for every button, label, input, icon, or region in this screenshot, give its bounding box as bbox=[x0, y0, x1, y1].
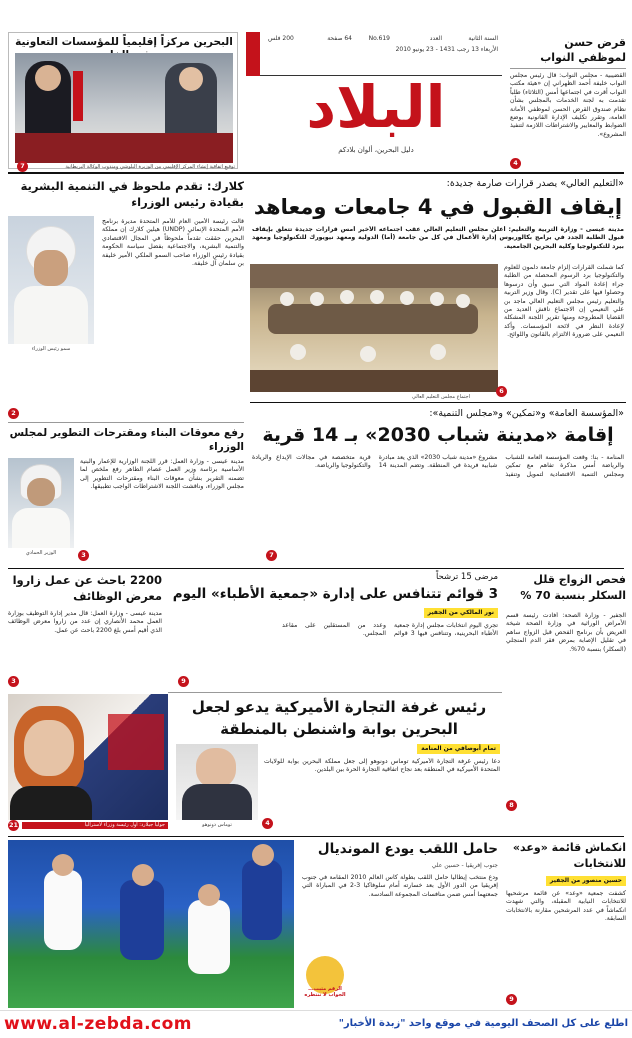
top-right-promo-body: القضيبية - مجلس النواب: قال رئيس مجلس النواب خليفة أحمد الظهراني إن «هيئة مكتب النواب أقرت في اجتماعها أمس (الثلاثاء) طلباً تقدمت به لجنة الخدمات بالمجلس بشأن نظام صندوق القرض الحسن لموظفي الأمانة العامة، وتقرر تكليف الإدارة القانونية بوضع الضوابط والمعايير والاشتراطات اللازمة لتنفيذ المشروع». bbox=[510, 72, 626, 138]
page-number-badge: 9 bbox=[506, 994, 517, 1005]
marriage-body: الجفير - وزارة الصحة: أفادت رئيسة قسم الأمراض الوراثية في وزارة الصحة شيخة العريض بأن برنامج الفحص قبل الزواج ساهم في تقليل الإصابة بمرض فقر الدم المنجلي (السكلر) بنسبة 70%. bbox=[506, 612, 626, 653]
page-number-badge: 9 bbox=[178, 676, 189, 687]
building-body: مدينة عيسى - وزارة العمل: قرر اللجنة الوزارية للإعمار والبنية الأساسية برئاسة وزير العمل عصام الطاهر رفع ملخص لما تضمنه التقرير بشأن معوقات البناء ومقترحات التطوير إلى مجلس الوزراء، وناقشت اللجنة الاشتراطات الواجب تطبيقها. bbox=[80, 458, 244, 491]
election-headline: انكماش قائمة «وعد» للانتخابات bbox=[512, 841, 626, 870]
youth-headline: إقامة «مدينة شباب 2030» بـ 14 قرية bbox=[262, 424, 614, 446]
marriage-story[interactable] bbox=[506, 572, 626, 812]
jobs-story[interactable] bbox=[8, 572, 162, 690]
sports-promo-text: الرقم مثبت... الجواب لا تنتظره bbox=[304, 986, 346, 998]
gillard-photo bbox=[8, 694, 168, 820]
doctors-byline: مرضى 15 ترشحاً bbox=[435, 572, 498, 582]
chamber-caption: توماس دونوهو bbox=[202, 822, 232, 828]
chamber-story[interactable] bbox=[176, 694, 502, 834]
doctors-author-text: نور المالكي من الجفير bbox=[427, 609, 494, 616]
building-caption: الوزير الحمادي bbox=[25, 550, 57, 556]
main-story-headline: إيقاف القبول في 4 جامعات ومعاهد bbox=[253, 195, 623, 219]
page-number-badge: 8 bbox=[506, 800, 517, 811]
youth-story[interactable] bbox=[250, 406, 626, 566]
building-photo bbox=[8, 458, 74, 548]
clark-caption: سمو رئيس الوزراء bbox=[31, 346, 71, 352]
page-number-badge: 3 bbox=[78, 550, 89, 561]
sports-photo bbox=[8, 840, 294, 1008]
doctors-body: تجري اليوم انتخابات مجلس إدارة جمعية الأطباء البحرينية، وتتنافس فيها 3 قوائم وعدد من المستقلين على مقاعد المجلس. bbox=[282, 622, 498, 638]
election-body: كشفت جمعية «وعد» عن قائمة مرشحيها للانتخابات النيابية المقبلة، والتي شهدت انكماشاً في عدد المرشحين مقارنة بالانتخابات السابقة. bbox=[506, 890, 626, 923]
masthead-info-bar bbox=[246, 32, 502, 76]
top-left-promo-caption: توقيع اتفاقية إنشاء المركز الإقليمي بين الوزيرة البلوشي ومندوب الوكالة البريطانية bbox=[65, 164, 235, 170]
price: 200 فلس bbox=[268, 35, 294, 42]
sports-headline: حامل اللقب يودع المونديال bbox=[317, 841, 498, 857]
jobs-body: مدينة عيسى - وزارة العمل: قال مدير إدارة التوظيف بوزارة العمل محمد الأنصاري إن عدد من زاروا معرض الوظائف الذي أقيم أمس بلغ 2200 باحث عن عمل. bbox=[8, 610, 162, 634]
election-story[interactable] bbox=[506, 840, 626, 1008]
page-number-badge: 6 bbox=[496, 386, 507, 397]
edition-number: No.619 bbox=[368, 35, 390, 42]
footer-site-link[interactable]: www.al-zebda.com bbox=[4, 1014, 193, 1034]
clark-body: قالت رئيسة الأمين العام للأمم المتحدة مديرة برنامج الأمم المتحدة الإنمائي (UNDP) هيلين كلارك إن مملكة البحرين حققت تقدماً ملحوظاً في المجال الاقتصادي والتنمية البشرية، والاجتماعية بفضل سياسة الحكومة بقيادة رئيس الوزراء صاحب السمو الملكي الأمير خليفة بن سلمان آل خليفة. bbox=[102, 218, 244, 268]
youth-kicker: «المؤسسة العامة» و«تمكين» و«مجلس التنمية»: bbox=[429, 408, 624, 419]
edition-label: العدد bbox=[429, 35, 442, 42]
page-number-badge: 3 bbox=[8, 676, 19, 687]
footer-slogan: اطلع على كل الصحف اليومية في موقع واحد "زبدة الأخبار" bbox=[338, 1018, 628, 1029]
clark-photo bbox=[8, 216, 94, 344]
footer bbox=[0, 1008, 632, 1038]
sports-author: جنوب إفريقيا - حسين علي bbox=[431, 862, 498, 869]
year-label: السنة الثانية bbox=[468, 35, 498, 42]
main-story-caption: اجتماع مجلس التعليم العالي bbox=[412, 394, 470, 400]
gillard-caption: جوليا جيلارد: أول رئيسة وزراء لأستراليا bbox=[22, 822, 168, 829]
youth-body: المنامة - بنا: وقعت المؤسسة العامة للشباب والرياضة أمس مذكرة تفاهم مع تمكين ومجلس التنمية الاقتصادية لتمويل وتنفيذ مشروع «مدينة شباب 2030» الذي يعد مبادرة شبابية فريدة في المنطقة. وتضم المدينة 14 قرية متخصصة في مجالات الإبداع والريادة والتكنولوجيا والرياضة. bbox=[252, 454, 624, 478]
election-author bbox=[546, 876, 626, 886]
top-right-promo[interactable] bbox=[510, 32, 626, 170]
page-number-badge: 2 bbox=[8, 408, 19, 419]
divider bbox=[8, 172, 624, 174]
chamber-body: دعا رئيس غرفة التجارة الأميركية توماس دونوهو إلى جعل مملكة البحرين بوابة للولايات المتحدة الأميركية في المنطقة بعد نجاح اتفاقية التجارة الحرة بين البلدين. bbox=[264, 758, 500, 774]
clark-story[interactable] bbox=[8, 176, 244, 420]
page-number-badge: 4 bbox=[510, 158, 521, 169]
page-count: 64 صفحة bbox=[327, 35, 352, 42]
gillard-promo[interactable] bbox=[8, 694, 168, 832]
marriage-headline: فحص الزواج قلل السكلر بنسبة 70 % bbox=[520, 573, 626, 602]
top-left-promo-title: البحرين مركزاً إقليمياً للمؤسسات التعاونية bbox=[15, 36, 233, 48]
chamber-photo bbox=[176, 744, 258, 820]
top-right-promo-title: قرض حسن bbox=[564, 36, 626, 49]
chamber-headline: رئيس غرفة التجارة الأميركية يدعو لجعل البحرين بوابة واشنطن بالمنطقة bbox=[191, 698, 487, 738]
main-story-kicker: «التعليم العالي» يصدر قرارات صارمة جديدة: bbox=[446, 178, 624, 189]
jobs-headline: 2200 باحث عن عمل زاروا معرض الوظائف bbox=[12, 573, 162, 603]
newspaper-logo: البلاد bbox=[306, 73, 446, 141]
sports-promo bbox=[302, 956, 348, 1002]
page-number-badge: 7 bbox=[17, 161, 28, 172]
top-left-promo-photo bbox=[15, 53, 233, 163]
building-story[interactable] bbox=[8, 426, 244, 564]
chamber-author bbox=[417, 744, 500, 754]
sports-body: ودع منتخب إيطاليا حامل اللقب بطولة كأس العالم 2010 المقامة في جنوب إفريقيا من الدور الأول بعد خسارته أمام سلوفاكيا 3-2 في المباراة التي جمعتهما أمس ضمن منافسات المجموعة السادسة. bbox=[302, 874, 498, 898]
building-headline: رفع معوقات البناء ومقترحات التطوير لمجلس الوزراء bbox=[9, 427, 244, 453]
masthead-slogan: دليل البحرين، ألوان بلادكم bbox=[338, 146, 414, 154]
page-number-badge: 21 bbox=[8, 821, 19, 829]
chamber-author-text: تمام أبوصافي من المنامة bbox=[421, 745, 496, 752]
main-story-photo bbox=[250, 264, 498, 392]
election-author-text: حسين منصور من الجفير bbox=[549, 877, 622, 884]
clark-headline: كلارك: تقدم ملحوظ في التنمية البشرية بقيادة رئيس الوزراء bbox=[20, 179, 244, 209]
main-story-lead: مدينة عيسى - وزارة التربية والتعليم: أعلن مجلس التعليم العالي عقب اجتماعه الأخير أمس قرارات جديدة تتعلق بإيقاف قبول الطلبة الجدد في برامج بكالوريوس إدارة الأعمال في كل من جامعة (أما) الدولية ومعهد نيويورك للتكنولوجيا ومعهد بيرد للتكنولوجيا وكلية البحرين الجامعية. bbox=[252, 226, 624, 250]
doctors-story[interactable] bbox=[168, 572, 500, 690]
sports-story[interactable] bbox=[8, 840, 498, 1008]
masthead bbox=[246, 32, 502, 170]
top-right-promo-subtitle: لموظفي النواب bbox=[540, 51, 626, 64]
main-story[interactable] bbox=[250, 176, 626, 400]
page-number-badge: 7 bbox=[266, 550, 277, 561]
top-left-promo[interactable] bbox=[8, 32, 238, 169]
date-line: الأربعاء 13 رجب 1431 - 23 يونيو 2010 bbox=[395, 46, 498, 53]
doctors-headline: 3 قوائم تتنافس على إدارة «جمعية الأطباء» اليوم bbox=[172, 586, 498, 602]
doctors-author bbox=[424, 608, 498, 618]
page-number-badge: 4 bbox=[262, 818, 273, 829]
main-story-body: كما شملت القرارات إلزام جامعة دلمون للعلوم والتكنولوجيا برد الرسوم المحصلة من الطلبة جراء إعادة المواد التي سبق وأن درسوها وحصلوا فيها على تقدير (C). وقال وزير التربية والتعليم رئيس مجلس التعليم العالي ماجد بن علي النعيمي إن الاجتماع ناقش العديد من القضايا المطروحة ومنها تقرير اللجنة المشكلة لإعادة النظر في لائحة المؤسسات. وأكد النعيمي على ضرورة الالتزام بالقانون واللوائح. bbox=[504, 264, 624, 339]
